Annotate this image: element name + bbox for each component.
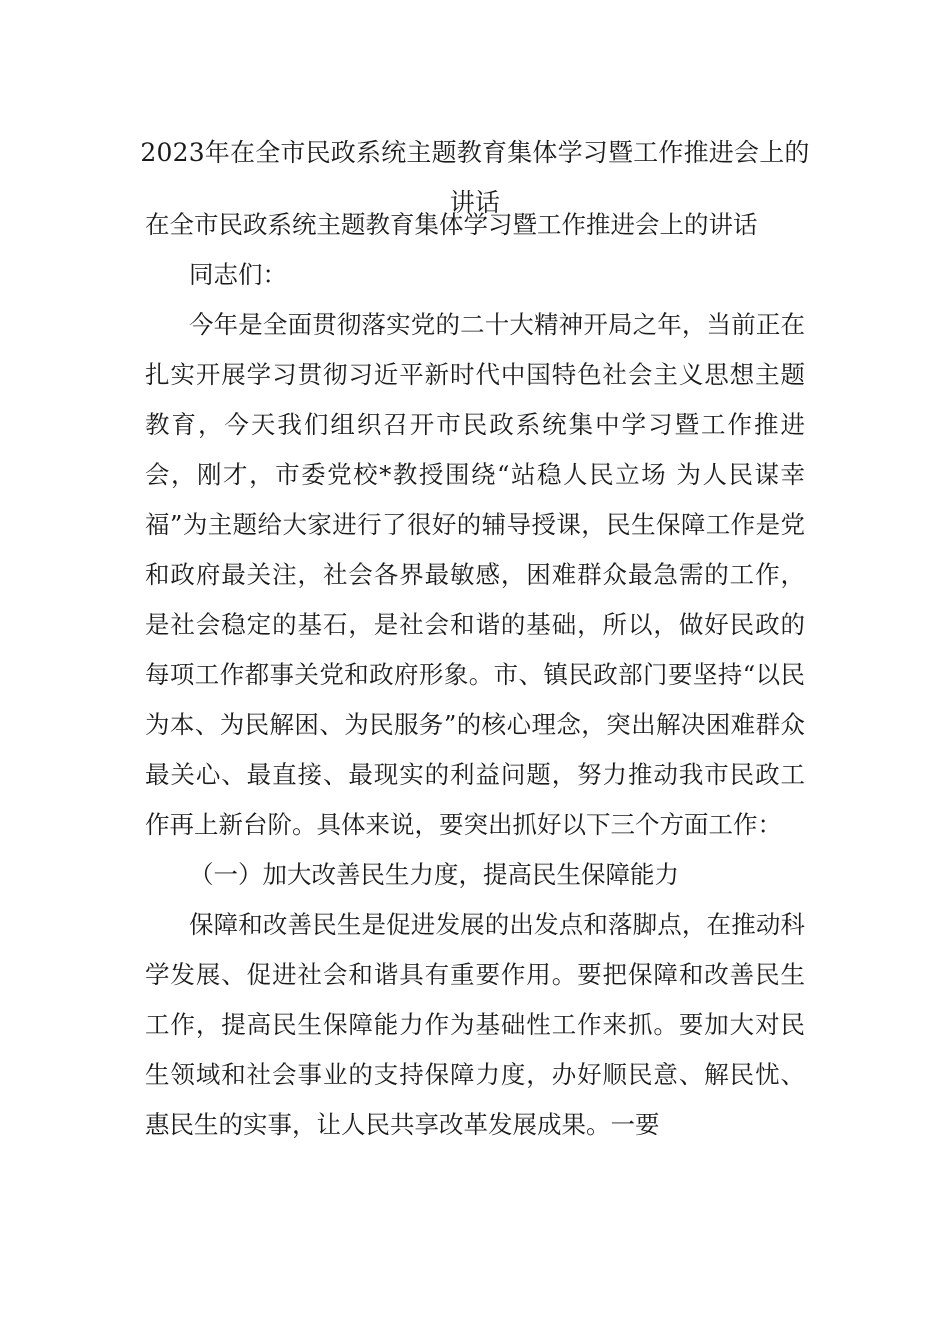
paragraph-opening: 今年是全面贯彻落实党的二十大精神开局之年，当前正在扎实开展学习贯彻习近平新时代中国特色社会主义思想主题教育，今天我们组织召开市民政系统集中学习暨工作推进会，刚才，市委党校*教授围绕“站稳人民立场 为人民谋幸福”为主题给大家进行了很好的辅导授课，民生保障工作是党和政府最关注，社会各界最敏感，困难群众最急需的工作，是社会稳定的基石，是社会和谐的基础，所以，做好民政的每项工作都事关党和政府形象。市、镇民政部门要坚持“以民为本、为民解困、为民服务”的核心理念，突出解决困难群众最关心、最直接、最现实的利益问题，努力推动我市民政工作再上新台阶。具体来说，要突出抓好以下三个方面工作： bbox=[145, 310, 805, 839]
section-heading-1: （一）加大改善民生力度，提高民生保障能力 bbox=[189, 860, 679, 889]
document-title: 2023年在全市民政系统主题教育集体学习暨工作推进会上的讲话 bbox=[140, 138, 810, 217]
paragraph-section-1: 保障和改善民生是促进发展的出发点和落脚点，在推动科学发展、促进社会和谐具有重要作用。要把保障和改善民生工作，提高民生保障能力作为基础性工作来抓。要加大对民生领域和社会事业的支持保障力度，办好顺民意、解民忧、惠民生的实事，让人民共享改革发展成果。一要 bbox=[145, 910, 805, 1139]
greeting: 同志们： bbox=[189, 260, 287, 289]
document-subtitle: 在全市民政系统主题教育集体学习暨工作推进会上的讲话 bbox=[145, 210, 758, 239]
document-body bbox=[145, 200, 805, 1150]
